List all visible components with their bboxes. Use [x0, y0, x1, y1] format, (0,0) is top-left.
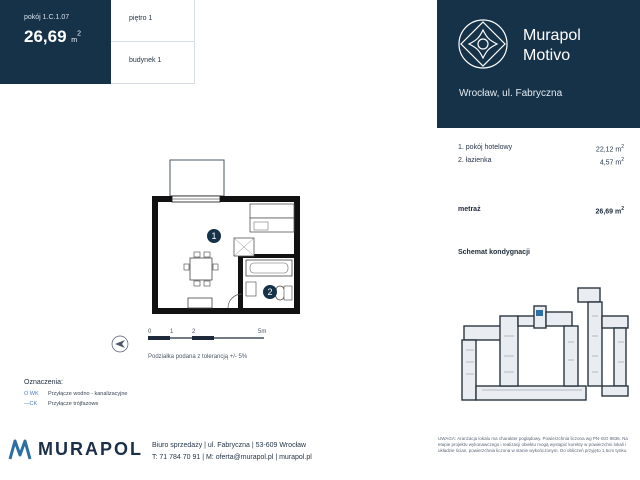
total-area-row: metraż 26,69 $m^2$: [458, 206, 624, 216]
unit-info-cells: [111, 0, 195, 84]
svg-text:1: 1: [211, 231, 217, 241]
murapol-logo: MURAPOL: [8, 437, 143, 461]
svg-text:0: 0: [148, 329, 152, 335]
brand-box: [437, 0, 640, 128]
motivo-logo-icon: [457, 18, 509, 70]
brand-city: Wrocław, ul. Fabryczna: [459, 88, 563, 99]
floor-info: piętro 1: [111, 0, 194, 42]
unit-area: 26,69 $m^2$: [24, 27, 82, 46]
rooms-list: [458, 144, 624, 170]
svg-text:2: 2: [192, 329, 196, 335]
legend-item: O WK Przyłącze wodno - kanalizacyjne: [24, 391, 128, 397]
disclaimer-notice: UWAGA: Aranżacja lokalu ma charakter poglądowy. Powierzchnia liczona wg PN-ISO 9836. Na etapie projektu wykonawczego i realizacji obiektu mogą wystąpić korekty w powierzchni lokali i układzie ścian, powierzchnia liczona w stanie wykończonym. Do obliczeń przyjęto 1,5cm tynku.: [438, 436, 628, 453]
footer-contact: Biuro sprzedaży | ul. Fabryczna | 53-609 Wrocław T: 71 784 70 91 | M: oferta@murapol.pl | murapol.pl: [152, 442, 312, 461]
svg-text:1: 1: [170, 329, 174, 335]
brand-name: Murapol Motivo: [523, 27, 581, 64]
room-code: pokój 1.C.1.07: [24, 14, 70, 21]
floor-plan-diagram: [150, 158, 300, 318]
scale-bar: [104, 324, 276, 354]
legend-title: Oznaczenia:: [24, 379, 63, 386]
room-row: 1. pokój hotelowy 22,12 $m^2$: [458, 144, 624, 154]
building-info: budynek 1: [111, 42, 194, 84]
unit-location-marker: [536, 310, 543, 316]
svg-text:5m: 5m: [258, 329, 267, 335]
floor-schema-title: Schemat kondygnacji: [458, 249, 530, 256]
svg-text:2: 2: [267, 287, 273, 297]
room-row: 2. łazienka 4,57 $m^2$: [458, 157, 624, 167]
unit-summary-box: [0, 0, 111, 84]
legend-item: —CK Przyłącze trójfazowe: [24, 401, 99, 407]
site-plan-diagram: [452, 276, 636, 416]
murapol-logo-icon: [8, 437, 32, 461]
scale-caption: Podziałka podana z tolerancją +/- 5%: [148, 354, 248, 360]
